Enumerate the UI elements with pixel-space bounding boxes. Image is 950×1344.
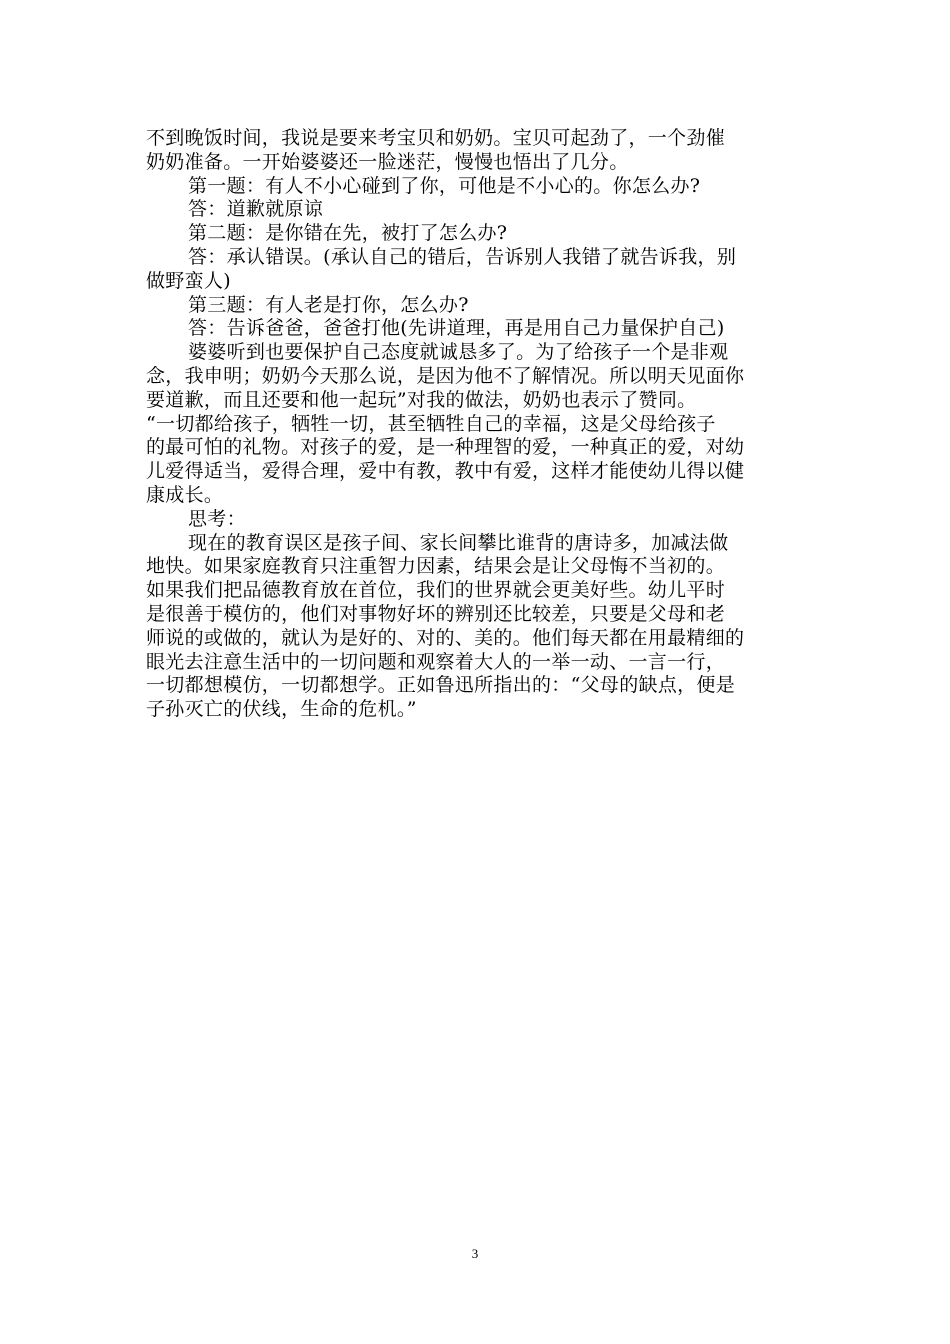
text-line: 现在的教育误区是孩子间、家长间攀比谁背的唐诗多，加减法做	[188, 531, 729, 554]
text-line: 念，我申明；奶奶今天那么说，是因为他不了解情况。所以明天见面你	[146, 364, 745, 387]
document-body	[146, 127, 806, 722]
text-line: 奶奶准备。一开始婆婆还一脸迷茫，慢慢也悟出了几分。	[146, 150, 629, 173]
text-line: 如果我们把品德教育放在首位，我们的世界就会更美好些。幼儿平时	[146, 579, 726, 602]
text-line: 答：道歉就原谅	[188, 198, 324, 221]
text-line: 康成长。	[146, 483, 224, 506]
text-line: 要道歉，而且还要和他一起玩”对我的做法，奶奶也表示了赞同。	[146, 388, 697, 411]
text-line: “一切都给孩子，牺牲一切，甚至牺牲自己的幸福，这是父母给孩子	[146, 412, 716, 435]
text-line: 第三题：有人老是打你，怎么办?	[188, 293, 469, 316]
text-line: 眼光去注意生活中的一切问题和观察着大人的一举一动、一言一行，	[146, 650, 726, 673]
text-line: 第一题：有人不小心碰到了你，可他是不小心的。你怎么办?	[188, 174, 701, 197]
text-line: 师说的或做的，就认为是好的、对的、美的。他们每天都在用最精细的	[146, 626, 745, 649]
text-line: 一切都想模仿，一切都想学。正如鲁迅所指出的：“父母的缺点，便是	[146, 674, 736, 697]
page-number: 3	[471, 1246, 479, 1261]
text-line: 思考：	[188, 507, 246, 530]
text-line: 是很善于模仿的，他们对事物好坏的辨别还比较差，只要是父母和老	[146, 602, 726, 625]
text-line: 婆婆听到也要保护自己态度就诚恳多了。为了给孩子一个是非观	[188, 341, 729, 364]
text-line: 不到晚饭时间，我说是要来考宝贝和奶奶。宝贝可起劲了，一个劲催	[146, 127, 726, 149]
text-line: 儿爱得适当，爱得合理，爱中有教，教中有爱，这样才能使幼儿得以健	[146, 460, 745, 483]
text-line: 答：承认错误。(承认自己的错后，告诉别人我错了就告诉我，别	[188, 245, 737, 268]
text-line: 的最可怕的礼物。对孩子的爱，是一种理智的爱，一种真正的爱，对幼	[146, 436, 745, 459]
text-line: 做野蛮人)	[146, 269, 231, 292]
text-line: 答：告诉爸爸，爸爸打他(先讲道理，再是用自己力量保护自己)	[188, 317, 725, 340]
text-line: 地快。如果家庭教育只注重智力因素，结果会是让父母悔不当初的。	[146, 555, 726, 578]
text-line: 第二题：是你错在先，被打了怎么办?	[188, 222, 508, 245]
text-line: 子孙灭亡的伏线，生命的危机。”	[146, 698, 417, 721]
